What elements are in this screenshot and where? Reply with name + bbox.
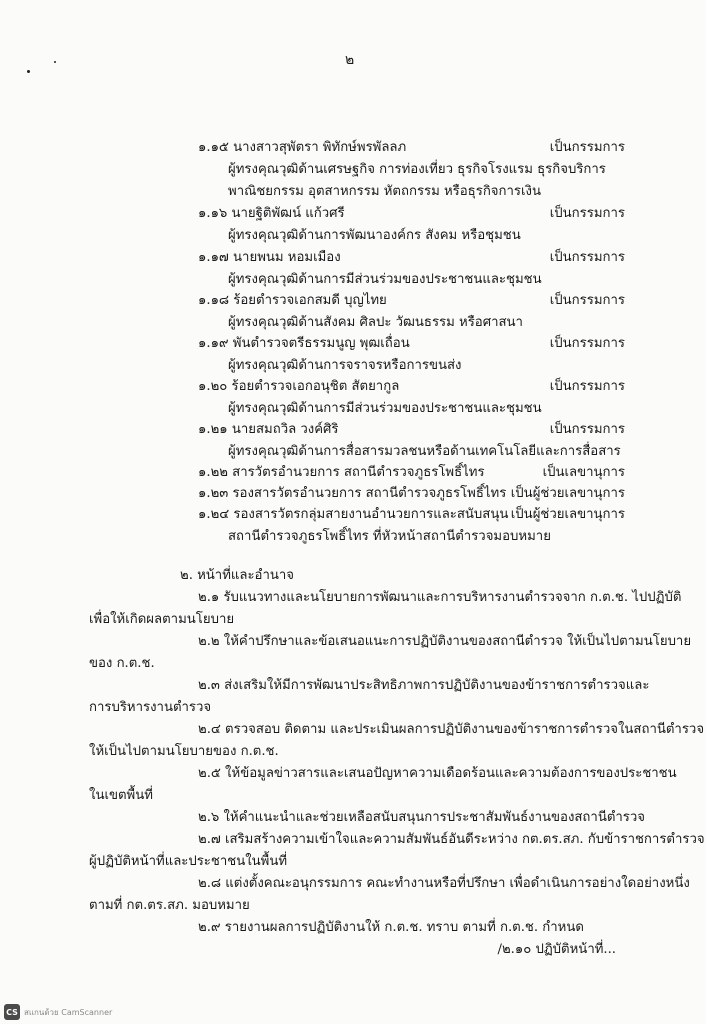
duty-item-continuation: ผู้ปฏิบัติหน้าที่และประชาชนในพื้นที่ (89, 854, 288, 869)
member-role: เป็นกรรมการ (549, 422, 625, 437)
member-description: ผู้ทรงคุณวุฒิด้านสังคม ศิลปะ วัฒนธรรม หรือศาสนา (228, 315, 523, 330)
duty-item-continuation: ให้เป็นไปตามนโยบายของ ก.ต.ช. (89, 744, 279, 759)
continuation-note: /๒.๑๐ ปฏิบัติหน้าที่... (497, 942, 616, 957)
duty-item: ๒.๘ แต่งตั้งคณะอนุกรรมการ คณะทำงานหรือที่ปรึกษา เพื่อดำเนินการอย่างใดอย่างหนึ่ง (198, 876, 690, 891)
member-name: ๑.๑๗ นายพนม หอมเมือง (198, 250, 341, 265)
member-name: ๑.๒๑ นายสมถวิล วงค์ศิริ (198, 422, 339, 437)
member-role: เป็นเลขานุการ (542, 465, 625, 480)
duty-item: ๒.๓ ส่งเสริมให้มีการพัฒนาประสิทธิภาพการปฏิบัติงานของข้าราชการตำรวจและ (198, 678, 650, 693)
member-name: ๑.๑๖ นายฐิติพัฒน์ แก้วศรี (198, 206, 345, 221)
scan-speck (27, 70, 30, 73)
member-role: เป็นกรรมการ (549, 250, 625, 265)
member-role: เป็นกรรมการ (549, 206, 625, 221)
member-description: ผู้ทรงคุณวุฒิด้านเศรษฐกิจ การท่องเที่ยว ธุรกิจโรงแรม ธุรกิจบริการ (228, 162, 606, 177)
duty-item-continuation: ของ ก.ต.ช. (89, 656, 155, 671)
scanner-watermark (4, 1004, 112, 1020)
member-description: ผู้ทรงคุณวุฒิด้านการสื่อสารมวลชนหรือด้านเทคโนโลยีและการสื่อสาร (228, 444, 621, 459)
duty-item-continuation: การบริหารงานตำรวจ (89, 700, 212, 715)
member-name: ๑.๑๙ พันตำรวจตรีธรรมนูญ พุฒเถื่อน (198, 336, 410, 351)
member-description: ผู้ทรงคุณวุฒิด้านการพัฒนาองค์กร สังคม หรือชุมชน (228, 228, 521, 243)
member-description: ผู้ทรงคุณวุฒิด้านการจราจรหรือการขนส่ง (228, 358, 462, 373)
watermark-text: สแกนด้วย CamScanner (24, 1007, 113, 1017)
member-name: ๑.๒๒ สารวัตรอำนวยการ สถานีตำรวจภูธรโพธิ์ไทร (198, 465, 485, 480)
duty-item-continuation: ในเขตพื้นที่ (89, 788, 153, 803)
member-role: เป็นกรรมการ (549, 336, 625, 351)
member-description: สถานีตำรวจภูธรโพธิ์ไทร ที่หัวหน้าสถานีตำรวจมอบหมาย (228, 529, 551, 544)
duty-item-continuation: เพื่อให้เกิดผลตามนโยบาย (89, 612, 235, 627)
member-role: เป็นผู้ช่วยเลขานุการ (510, 486, 625, 501)
duty-item: ๒.๒ ให้คำปรึกษาและข้อเสนอแนะการปฏิบัติงานของสถานีตำรวจ ให้เป็นไปตามนโยบาย (198, 634, 692, 649)
member-role: เป็นกรรมการ (549, 293, 625, 308)
duty-item-continuation: ตามที่ กต.ตร.สภ. มอบหมาย (89, 898, 250, 913)
member-description: ผู้ทรงคุณวุฒิด้านการมีส่วนร่วมของประชาชนและชุมชน (228, 401, 542, 416)
member-role: เป็นกรรมการ (549, 140, 625, 155)
member-role: เป็นผู้ช่วยเลขานุการ (510, 507, 625, 522)
duty-item: ๒.๔ ตรวจสอบ ติดตาม และประเมินผลการปฏิบัติงานของข้าราชการตำรวจในสถานีตำรวจ (198, 722, 705, 737)
duty-item: ๒.๙ รายงานผลการปฏิบัติงานให้ ก.ต.ช. ทราบ ตามที่ ก.ต.ช. กำหนด (198, 920, 584, 935)
member-description: พาณิชยกรรม อุตสาหกรรม หัตถกรรม หรือธุรกิจการเงิน (228, 184, 541, 199)
duty-item: ๒.๖ ให้คำแนะนำและช่วยเหลือสนับสนุนการประชาสัมพันธ์งานของสถานีตำรวจ (198, 810, 646, 825)
page-number: ๒ (345, 52, 355, 68)
member-name: ๑.๒๐ ร้อยตำรวจเอกอนุชิต สัตยากูล (198, 379, 400, 394)
camscanner-logo-icon: CS (4, 1004, 20, 1020)
member-name: ๑.๒๔ รองสารวัตรกลุ่มสายงานอำนวยการและสนับสนุน (198, 507, 509, 522)
member-description: ผู้ทรงคุณวุฒิด้านการมีส่วนร่วมของประชาชนและชุมชน (228, 272, 542, 287)
duty-item: ๒.๑ รับแนวทางและนโยบายการพัฒนาและการบริหารงานตำรวจจาก ก.ต.ช. ไปปฏิบัติ (198, 590, 682, 605)
member-role: เป็นกรรมการ (549, 379, 625, 394)
member-name: ๑.๑๘ ร้อยตำรวจเอกสมดี บุญไทย (198, 293, 387, 308)
duty-item: ๒.๗ เสริมสร้างความเข้าใจและความสัมพันธ์อันดีระหว่าง กต.ตร.สภ. กับข้าราชการตำรวจ (198, 832, 705, 847)
scan-speck (54, 61, 56, 63)
duty-item: ๒.๕ ให้ข้อมูลข่าวสารและเสนอปัญหาความเดือดร้อนและความต้องการของประชาชน (198, 766, 677, 781)
member-name: ๑.๒๓ รองสารวัตรอำนวยการ สถานีตำรวจภูธรโพธิ์ไทร (198, 486, 507, 501)
member-name: ๑.๑๕ นางสาวสุพัตรา พิทักษ์พรพัลลภ (198, 140, 407, 155)
section-heading: ๒. หน้าที่และอำนาจ (180, 568, 295, 583)
